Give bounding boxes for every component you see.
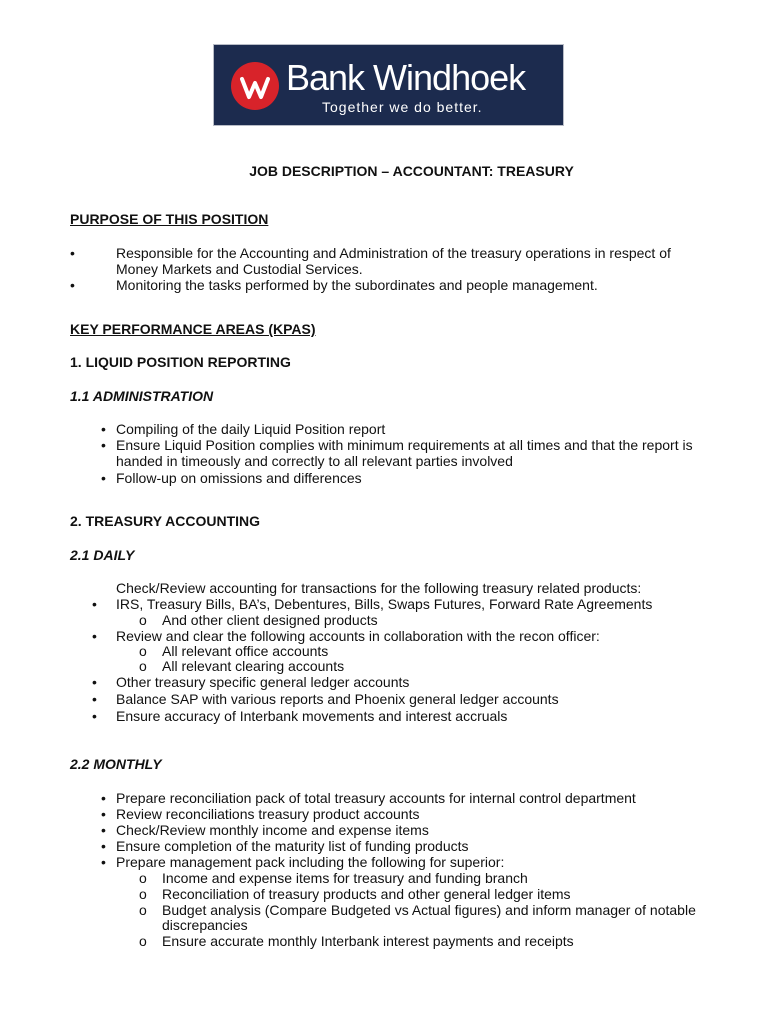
- bullet-marker: •: [92, 596, 97, 612]
- bank-name: Bank Windhoek: [286, 57, 526, 98]
- circle-marker: o: [139, 870, 147, 886]
- admin-bullet-2: Ensure Liquid Position complies with minimum requirements at all times and that the report is: [116, 437, 693, 453]
- purpose-bullet-1: Responsible for the Accounting and Administration of the treasury operations in respect of: [116, 245, 671, 261]
- bullet-marker: •: [70, 277, 75, 293]
- monthly-item-5: Prepare management pack including the following for superior:: [116, 854, 505, 870]
- circle-marker: o: [139, 612, 147, 628]
- monthly-subitem-1: Income and expense items for treasury and funding branch: [162, 870, 528, 886]
- admin-bullet-3: Follow-up on omissions and differences: [116, 470, 362, 486]
- monthly-subitem-3-cont: discrepancies: [162, 917, 248, 933]
- bullet-marker: •: [101, 790, 106, 806]
- purpose-heading: PURPOSE OF THIS POSITION: [70, 211, 269, 227]
- daily-subitem-3: All relevant clearing accounts: [162, 658, 345, 674]
- section-2-2-heading: 2.2 MONTHLY: [70, 756, 162, 772]
- daily-item-2: Review and clear the following accounts in collaboration with the recon officer:: [116, 628, 600, 644]
- bullet-marker: •: [101, 806, 106, 822]
- circle-marker: o: [139, 902, 147, 918]
- admin-bullet-2-cont: handed in timeously and correctly to all relevant parties involved: [116, 453, 513, 469]
- daily-subitem-1: And other client designed products: [162, 612, 378, 628]
- bullet-marker: •: [101, 470, 106, 486]
- bullet-marker: •: [101, 421, 106, 437]
- bank-logo-mark-icon: [230, 61, 280, 111]
- daily-intro: Check/Review accounting for transactions for the following treasury related products:: [116, 580, 642, 596]
- monthly-item-4: Ensure completion of the maturity list of funding products: [116, 838, 469, 854]
- circle-marker: o: [139, 658, 147, 674]
- bank-tagline: Together we do better.: [322, 99, 483, 115]
- bullet-marker: •: [92, 674, 97, 690]
- monthly-subitem-2: Reconciliation of treasury products and other general ledger items: [162, 886, 571, 902]
- bullet-marker: •: [70, 245, 75, 261]
- monthly-subitem-3: Budget analysis (Compare Budgeted vs Actual figures) and inform manager of notable: [162, 902, 696, 918]
- daily-item-5: Ensure accuracy of Interbank movements and interest accruals: [116, 708, 508, 724]
- section-1-heading: 1. LIQUID POSITION REPORTING: [70, 354, 291, 370]
- bullet-marker: •: [92, 708, 97, 724]
- monthly-item-3: Check/Review monthly income and expense items: [116, 822, 429, 838]
- daily-item-3: Other treasury specific general ledger accounts: [116, 674, 410, 690]
- bank-logo: [213, 44, 564, 126]
- page-title: JOB DESCRIPTION – ACCOUNTANT: TREASURY: [249, 163, 574, 179]
- section-2-heading: 2. TREASURY ACCOUNTING: [70, 513, 261, 529]
- circle-marker: o: [139, 643, 147, 659]
- purpose-bullet-2: Monitoring the tasks performed by the subordinates and people management.: [116, 277, 598, 293]
- circle-marker: o: [139, 886, 147, 902]
- daily-subitem-2: All relevant office accounts: [162, 643, 329, 659]
- purpose-bullet-1-cont: Money Markets and Custodial Services.: [116, 261, 363, 277]
- circle-marker: o: [139, 933, 147, 949]
- bullet-marker: •: [101, 822, 106, 838]
- monthly-item-2: Review reconciliations treasury product accounts: [116, 806, 420, 822]
- monthly-item-1: Prepare reconciliation pack of total treasury accounts for internal control department: [116, 790, 636, 806]
- bullet-marker: •: [92, 691, 97, 707]
- section-1-1-heading: 1.1 ADMINISTRATION: [70, 388, 214, 404]
- bullet-marker: •: [101, 854, 106, 870]
- section-2-1-heading: 2.1 DAILY: [70, 547, 135, 563]
- bullet-marker: •: [101, 437, 106, 453]
- bullet-marker: •: [101, 838, 106, 854]
- kpa-heading: KEY PERFORMANCE AREAS (KPAS): [70, 321, 316, 337]
- monthly-subitem-4: Ensure accurate monthly Interbank interest payments and receipts: [162, 933, 574, 949]
- admin-bullet-1: Compiling of the daily Liquid Position report: [116, 421, 386, 437]
- daily-item-4: Balance SAP with various reports and Phoenix general ledger accounts: [116, 691, 559, 707]
- bullet-marker: •: [92, 628, 97, 644]
- daily-item-1: IRS, Treasury Bills, BA’s, Debentures, Bills, Swaps Futures, Forward Rate Agreements: [116, 596, 653, 612]
